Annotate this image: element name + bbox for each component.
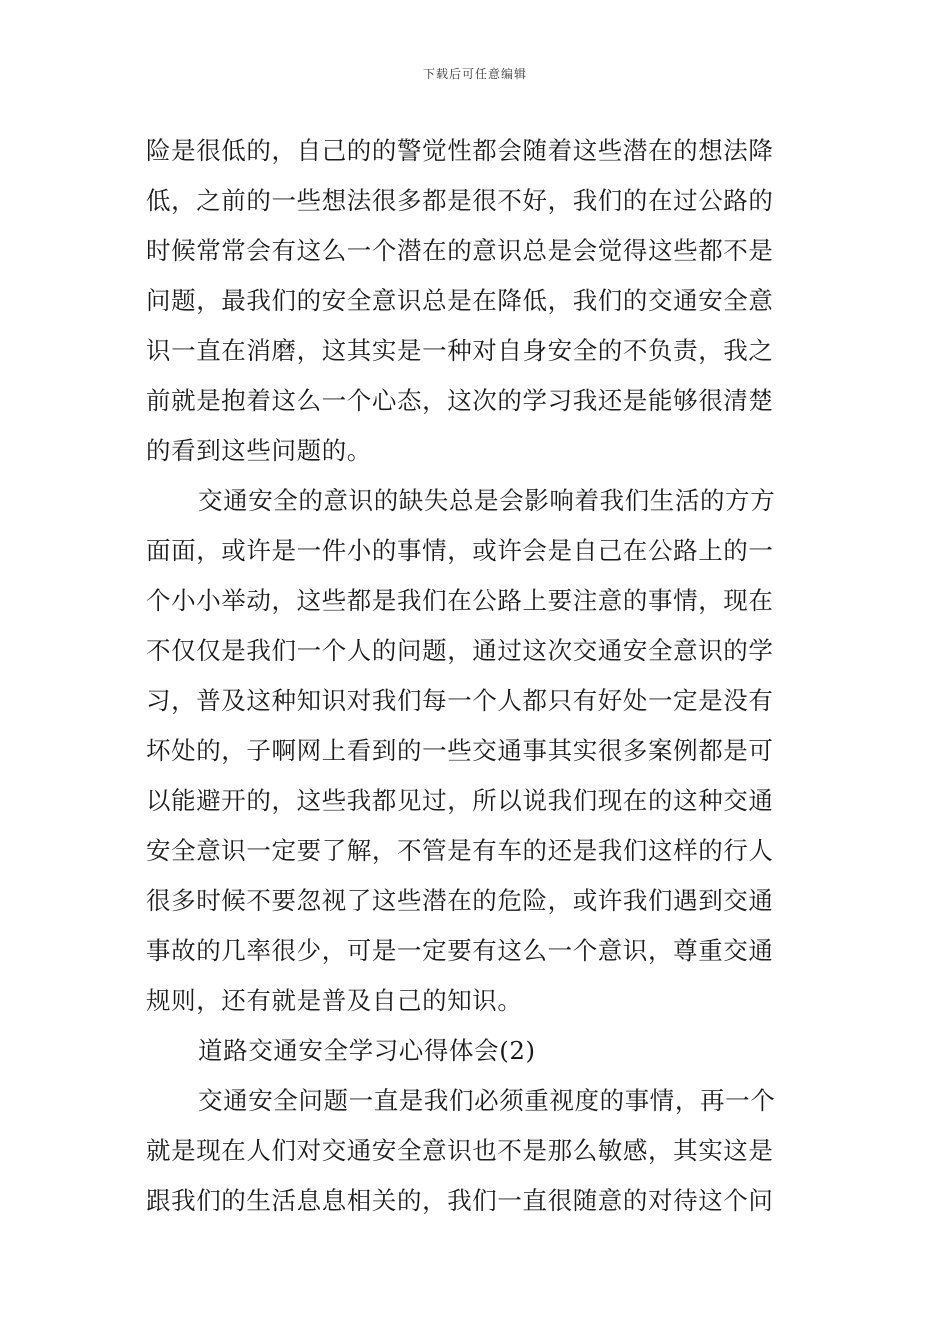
text-line: 时候常常会有这么一个潜在的意识总是会觉得这些都不是 [146, 236, 774, 265]
text-line: 识一直在消磨，这其实是一种对自身安全的不负责，我之 [146, 336, 774, 365]
page-header: 下载后可任意编辑 [422, 67, 527, 81]
paragraph-start-line: 交通安全的意识的缺失总是会影响着我们生活的方方 [198, 486, 776, 515]
text-line: 就是现在人们对交通安全意识也不是那么敏感，其实这是 [146, 1136, 774, 1165]
text-line: 问题，最我们的安全意识总是在降低，我们的交通安全意 [146, 286, 774, 315]
text-line: 规则，还有就是普及自己的知识。 [146, 986, 523, 1015]
text-line: 不仅仅是我们一个人的问题，通过这次交通安全意识的学 [146, 636, 774, 665]
text-line: 面面，或许是一件小的事情，或许会是自己在公路上的一 [146, 536, 774, 565]
text-line: 前就是抱着这么一个心态，这次的学习我还是能够很清楚 [146, 386, 774, 415]
text-line: 跟我们的生活息息相关的，我们一直很随意的对待这个问 [146, 1186, 774, 1215]
text-line: 习，普及这种知识对我们每一个人都只有好处一定是没有 [146, 686, 774, 715]
text-line: 险是很低的，自己的的警觉性都会随着这些潜在的想法降 [146, 136, 774, 165]
text-line: 事故的几率很少，可是一定要有这么一个意识，尊重交通 [146, 936, 774, 965]
text-line: 个小小举动，这些都是我们在公路上要注意的事情，现在 [146, 586, 774, 615]
text-line: 低，之前的一些想法很多都是很不好，我们的在过公路的 [146, 186, 774, 215]
text-line: 坏处的，子啊网上看到的一些交通事其实很多案例都是可 [146, 736, 774, 765]
text-line: 安全意识一定要了解，不管是有车的还是我们这样的行人 [146, 836, 774, 865]
paragraph-start-line: 道路交通安全学习心得体会(2) [198, 1036, 536, 1065]
text-line: 以能避开的，这些我都见过，所以说我们现在的这种交通 [146, 786, 774, 815]
text-line: 很多时候不要忽视了这些潜在的危险，或许我们遇到交通 [146, 886, 774, 915]
text-line: 的看到这些问题的。 [146, 436, 372, 465]
paragraph-start-line: 交通安全问题一直是我们必须重视度的事情，再一个 [198, 1086, 776, 1115]
body-text [146, 126, 806, 1226]
